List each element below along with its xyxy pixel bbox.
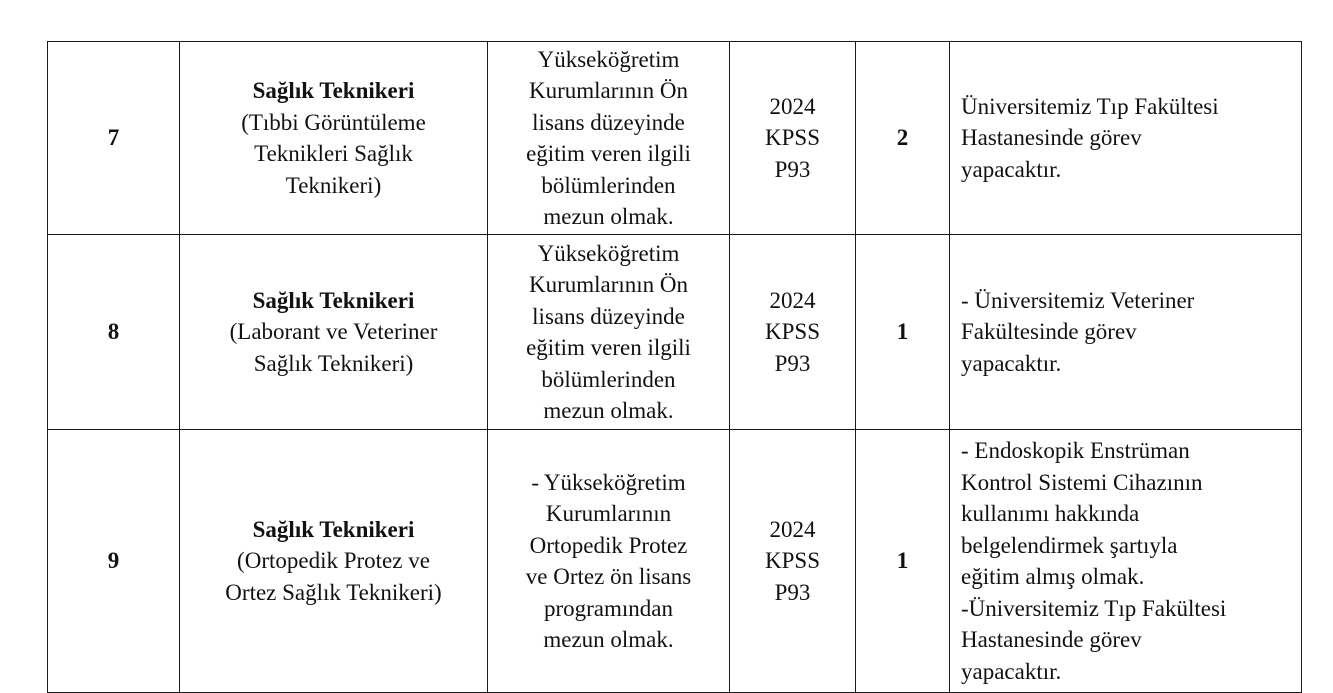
requirement-line: lisans düzeyinde — [532, 303, 685, 329]
position-detail-line: (Tıbbi Görüntüleme — [241, 109, 426, 135]
requirement-line: mezun olmak. — [543, 398, 674, 423]
position-count: 1 — [856, 235, 950, 430]
notes-line: yapacaktır. — [961, 156, 1062, 182]
position-detail-line: Teknikleri Sağlık — [254, 141, 413, 166]
exam-line: 2024 — [769, 516, 816, 542]
table-row — [48, 42, 1302, 235]
notes-line: Hastanesinde görev — [961, 627, 1142, 652]
requirement-line: bölümlerinden — [541, 366, 676, 392]
position-detail-line: Teknikeri) — [285, 172, 382, 198]
notes-line: belgelendirmek şartıyla — [961, 532, 1178, 558]
exam-line: KPSS — [765, 319, 820, 345]
exam-line: P93 — [774, 350, 811, 376]
requirement-cell — [488, 42, 730, 235]
position-detail-line: Ortez Sağlık Teknikeri) — [225, 579, 442, 605]
exam-line: 2024 — [769, 287, 816, 313]
requirement-line: lisans düzeyinde — [532, 109, 685, 135]
row-number: 9 — [48, 430, 180, 693]
requirement-line: eğitim veren ilgili — [526, 335, 691, 360]
requirement-line: Kurumlarının Ön — [528, 78, 689, 103]
exam-line: KPSS — [765, 548, 820, 574]
notes-line: Üniversitemiz Tıp Fakültesi — [961, 93, 1219, 119]
position-detail-line: (Ortopedik Protez ve — [237, 548, 430, 574]
requirement-line: mezun olmak. — [543, 204, 674, 229]
table-row — [48, 235, 1302, 430]
exam-cell — [730, 430, 856, 693]
requirement-line: - Yükseköğretim — [531, 469, 686, 495]
row-number: 7 — [48, 42, 180, 235]
requirement-line: Kurumlarının Ön — [528, 272, 689, 297]
requirement-line: Yükseköğretim — [537, 240, 680, 266]
position-detail-line: (Laborant ve Veteriner — [229, 319, 438, 345]
exam-line: P93 — [774, 579, 811, 605]
position-title: Sağlık Teknikeri — [252, 516, 415, 542]
notes-line: yapacaktır. — [961, 350, 1062, 376]
requirement-line: ve Ortez ön lisans — [525, 564, 692, 589]
positions-table — [47, 41, 1302, 693]
position-detail-line: Sağlık Teknikeri) — [253, 350, 414, 376]
position-cell — [180, 430, 488, 693]
notes-cell — [950, 430, 1302, 693]
requirement-line: Ortopedik Protez — [529, 532, 688, 558]
notes-line: Kontrol Sistemi Cihazının — [961, 469, 1203, 495]
position-count: 1 — [856, 430, 950, 693]
position-title: Sağlık Teknikeri — [252, 287, 415, 313]
position-cell — [180, 42, 488, 235]
notes-line: - Üniversitemiz Veteriner — [961, 287, 1195, 313]
requirement-line: Kurumlarının — [545, 501, 672, 526]
notes-line: eğitim almış olmak. — [961, 564, 1145, 589]
requirement-cell — [488, 430, 730, 693]
notes-line: Hastanesinde görev — [961, 125, 1142, 151]
notes-line: Fakültesinde görev — [961, 319, 1137, 345]
exam-cell — [730, 235, 856, 430]
requirement-line: mezun olmak. — [543, 627, 674, 652]
table-row — [48, 430, 1302, 693]
notes-cell — [950, 235, 1302, 430]
requirement-line: eğitim veren ilgili — [526, 141, 691, 166]
notes-line: yapacaktır. — [961, 658, 1062, 684]
position-count: 2 — [856, 42, 950, 235]
requirement-line: Yükseköğretim — [537, 46, 680, 72]
position-cell — [180, 235, 488, 430]
position-title: Sağlık Teknikeri — [252, 78, 415, 103]
requirement-cell — [488, 235, 730, 430]
notes-line: -Üniversitemiz Tıp Fakültesi — [961, 595, 1227, 621]
notes-line: - Endoskopik Enstrüman — [961, 438, 1190, 463]
notes-line: kullanımı hakkında — [961, 501, 1140, 526]
exam-line: P93 — [774, 156, 811, 182]
exam-line: 2024 — [769, 93, 816, 119]
requirement-line: bölümlerinden — [541, 172, 676, 198]
exam-cell — [730, 42, 856, 235]
exam-line: KPSS — [765, 125, 820, 151]
requirement-line: programından — [543, 595, 673, 621]
notes-cell — [950, 42, 1302, 235]
row-number: 8 — [48, 235, 180, 430]
